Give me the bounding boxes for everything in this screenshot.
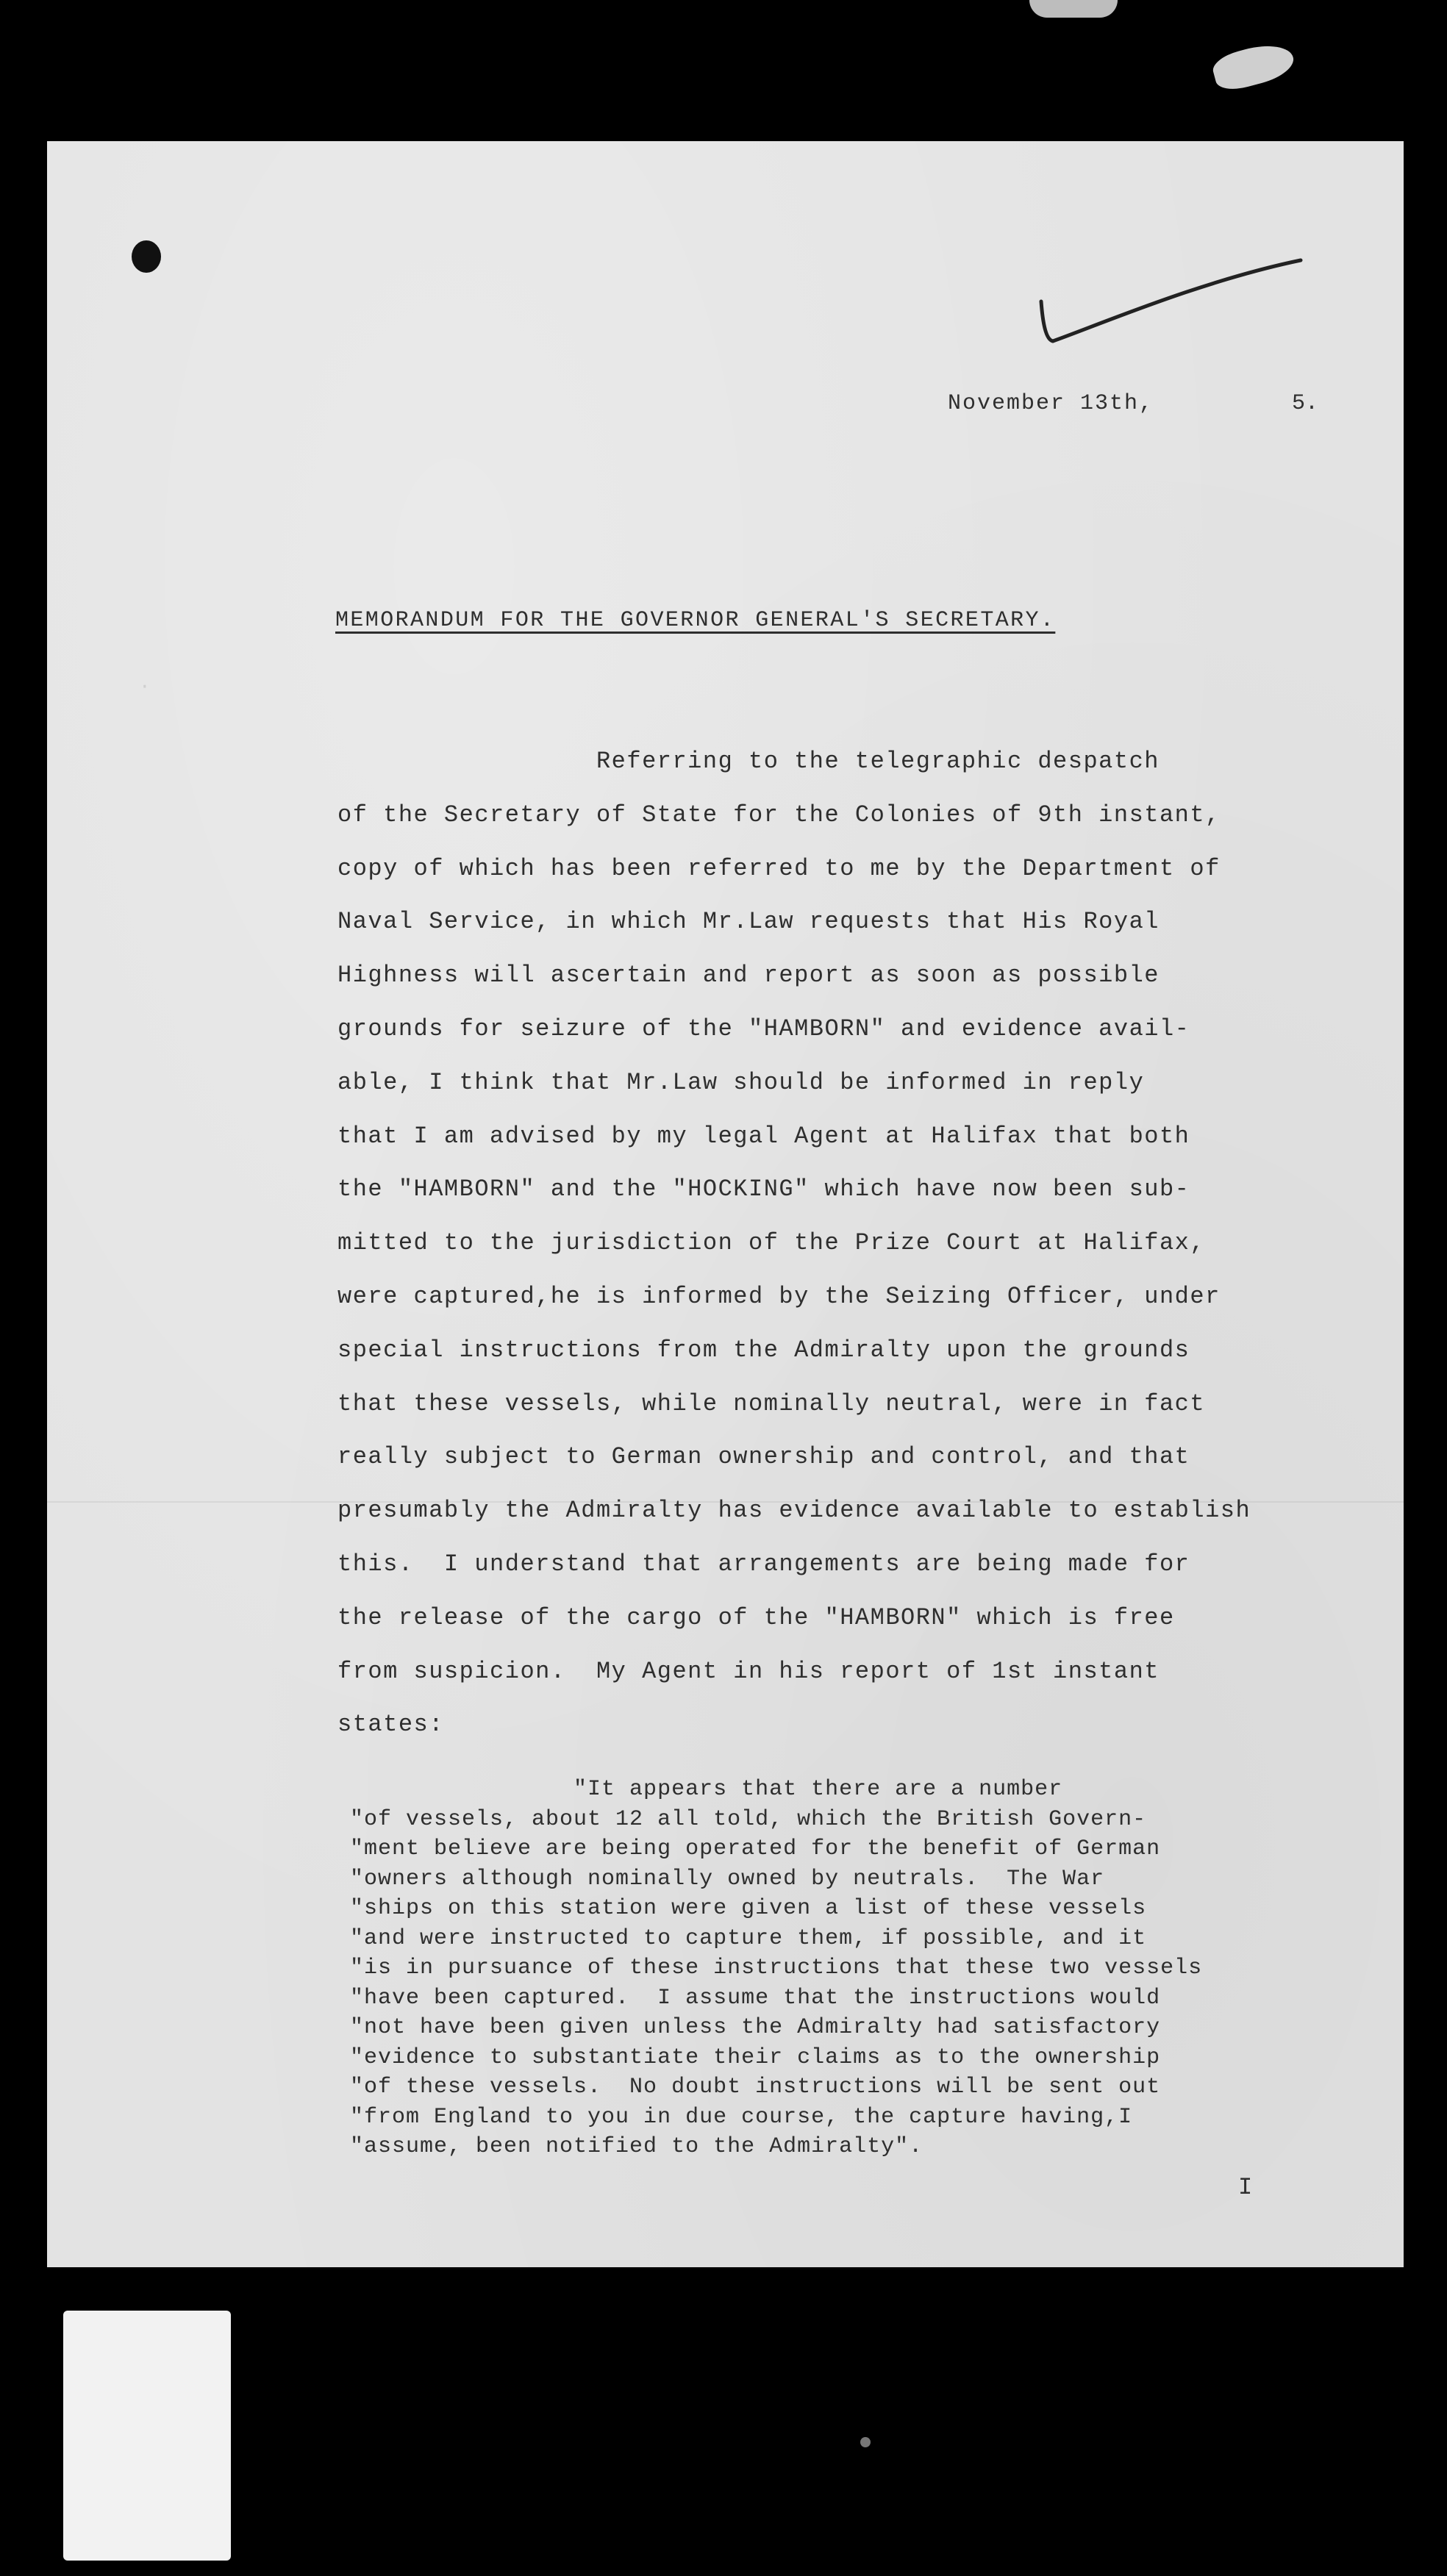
agent-report-quotation bbox=[350, 1775, 1202, 2162]
torn-paper-scrap bbox=[1210, 38, 1297, 95]
memo-title: MEMORANDUM FOR THE GOVERNOR GENERAL'S SECRETARY. bbox=[335, 608, 1056, 633]
continuation-mark: I bbox=[1238, 2174, 1253, 2201]
quote-text-line: "and were instructed to capture them, if possible, and it bbox=[350, 1925, 1147, 1951]
body-text-line: that these vessels, while nominally neutral, were in fact bbox=[337, 1389, 1206, 1417]
body-text-line: Referring to the telegraphic despatch bbox=[337, 748, 1160, 775]
body-text-line: were captured,he is informed by the Seizing Officer, under bbox=[337, 1282, 1221, 1310]
memo-date: November 13th, bbox=[948, 391, 1154, 416]
quote-text-line: "evidence to substantiate their claims as to the ownership bbox=[350, 2044, 1161, 2070]
torn-paper-scrap bbox=[1029, 0, 1118, 18]
body-text-line: that I am advised by my legal Agent at Halifax that both bbox=[337, 1122, 1190, 1150]
body-text-line: this. I understand that arrangements are being made for bbox=[337, 1550, 1190, 1578]
body-text-line: states: bbox=[337, 1711, 444, 1739]
body-text-line: the release of the cargo of the "HAMBORN" which is free bbox=[337, 1603, 1175, 1631]
body-text-line: from suspicion. My Agent in his report of 1st instant bbox=[337, 1657, 1160, 1685]
body-text-line: grounds for seizure of the "HAMBORN" and evidence avail- bbox=[337, 1015, 1190, 1042]
margin-pencil-mark: · bbox=[141, 674, 149, 700]
body-text-line: Highness will ascertain and report as soon as possible bbox=[337, 962, 1160, 990]
quote-text-line: "have been captured. I assume that the instructions would bbox=[350, 1985, 1161, 2011]
quote-text-line: "not have been given unless the Admiralty had satisfactory bbox=[350, 2015, 1161, 2040]
body-text-line: copy of which has been referred to me by the Department of bbox=[337, 854, 1221, 882]
document-page bbox=[47, 141, 1404, 2267]
body-text-line: special instructions from the Admiralty upon the grounds bbox=[337, 1336, 1190, 1364]
body-text-line: really subject to German ownership and control, and that bbox=[337, 1443, 1190, 1471]
archive-label-card bbox=[63, 2311, 231, 2561]
quote-text-line: "assume, been notified to the Admiralty". bbox=[350, 2134, 923, 2159]
quote-text-line: "is in pursuance of these instructions that these two vessels bbox=[350, 1956, 1203, 1981]
quote-text-line: "of these vessels. No doubt instructions will be sent out bbox=[350, 2075, 1161, 2100]
quote-text-line: "ships on this station were given a list of these vessels bbox=[350, 1896, 1147, 1921]
body-text-line: Naval Service, in which Mr.Law requests that His Royal bbox=[337, 908, 1160, 936]
checkmark-icon bbox=[1032, 251, 1312, 354]
body-text-line: the "HAMBORN" and the "HOCKING" which have now been sub- bbox=[337, 1176, 1190, 1203]
quote-text-line: "It appears that there are a number bbox=[350, 1777, 1063, 1802]
ink-blot-icon bbox=[132, 240, 161, 273]
quote-text-line: "of vessels, about 12 all told, which the British Govern- bbox=[350, 1806, 1147, 1832]
page-number: 5. bbox=[1292, 391, 1319, 416]
body-text-line: presumably the Admiralty has evidence available to establish bbox=[337, 1497, 1251, 1525]
quote-text-line: "ment believe are being operated for the benefit of German bbox=[350, 1836, 1161, 1861]
memo-body bbox=[337, 735, 1251, 1752]
quote-text-line: "from England to you in due course, the capture having,I bbox=[350, 2104, 1133, 2130]
body-text-line: mitted to the jurisdiction of the Prize Court at Halifax, bbox=[337, 1229, 1206, 1257]
body-text-line: able, I think that Mr.Law should be informed in reply bbox=[337, 1068, 1145, 1096]
quote-text-line: "owners although nominally owned by neutrals. The War bbox=[350, 1866, 1105, 1892]
body-text-line: of the Secretary of State for the Colonies of 9th instant, bbox=[337, 801, 1221, 829]
film-speck bbox=[860, 2437, 871, 2447]
